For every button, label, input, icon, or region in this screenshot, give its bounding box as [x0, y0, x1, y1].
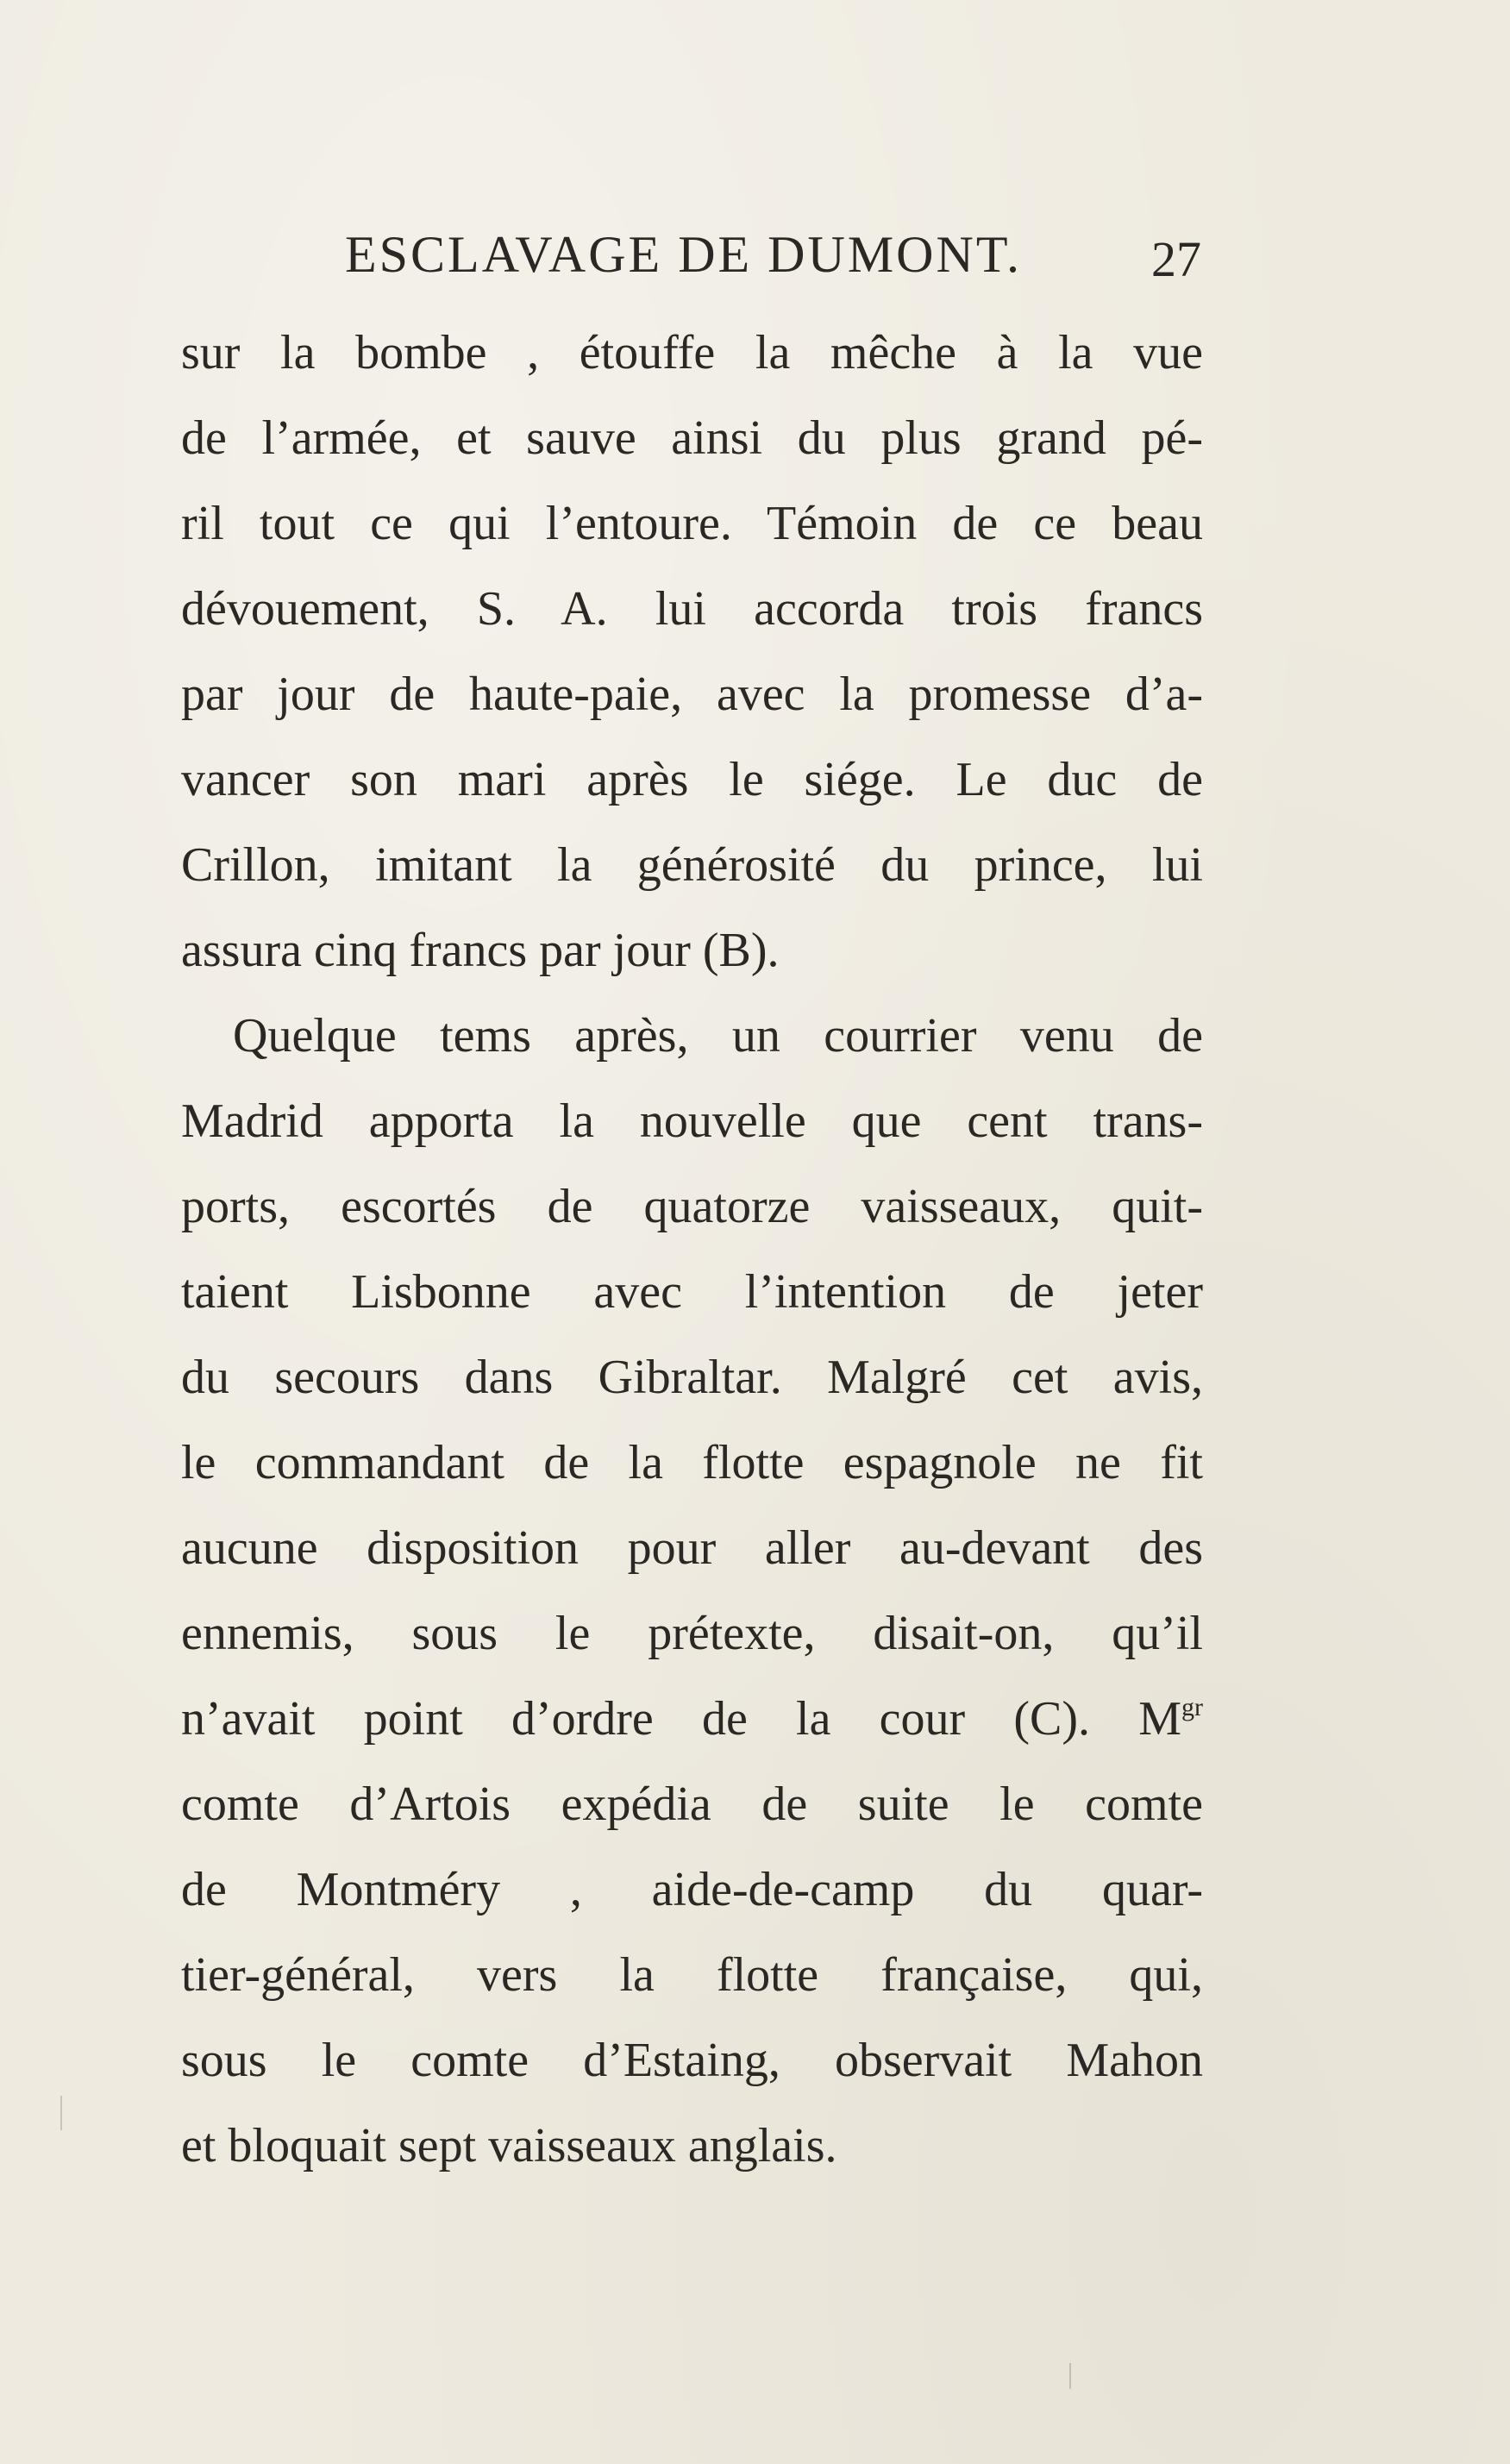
text-line: et bloquait sept vaisseaux anglais.: [181, 2119, 837, 2172]
text-line: du secours dans Gibraltar. Malgré cet avis,: [181, 1351, 1203, 1404]
text-line: par jour de haute-paie, avec la promesse d’a-: [181, 668, 1203, 721]
text-line: sous le comte d’Estaing, observait Mahon: [181, 2034, 1203, 2087]
text-line: taient Lisbonne avec l’intention de jeter: [181, 1265, 1203, 1319]
text-line: de l’armée, et sauve ainsi du plus grand pé-: [181, 411, 1203, 465]
superscript-abbreviation: gr: [1181, 1693, 1203, 1721]
text-line: ennemis, sous le prétexte, disait-on, qu’il: [181, 1607, 1203, 1660]
page-number: 27: [1151, 231, 1201, 287]
paragraph-start-line: Quelque tems après, un courrier venu de: [233, 1009, 1203, 1063]
text-line: assura cinq francs par jour (B).: [181, 924, 780, 977]
paper-speck: [60, 2096, 62, 2130]
paper-speck: [1069, 2363, 1071, 2389]
text-line: dévouement, S. A. lui accorda trois francs: [181, 582, 1203, 636]
text-line: vancer son mari après le siége. Le duc de: [181, 753, 1203, 806]
body-text: [181, 310, 1203, 2189]
text-line: Madrid apporta la nouvelle que cent trans-: [181, 1094, 1203, 1148]
text-line: ports, escortés de quatorze vaisseaux, quit-: [181, 1180, 1203, 1233]
text-line: de Montméry , aide-de-camp du quar-: [181, 1863, 1203, 1916]
text-line: aucune disposition pour aller au-devant des: [181, 1521, 1203, 1575]
text-line: ril tout ce qui l’entoure. Témoin de ce beau: [181, 497, 1203, 550]
text-line: sur la bombe , étouffe la mêche à la vue: [181, 326, 1203, 379]
line-text: n’avait point d’ordre de la cour (C). M: [181, 1692, 1181, 1746]
text-line: tier-général, vers la flotte française, qui,: [181, 1948, 1203, 2002]
running-header: [0, 220, 1510, 289]
running-title: ESCLAVAGE DE DUMONT.: [345, 226, 1023, 283]
text-line: Crillon, imitant la générosité du prince, lui: [181, 838, 1203, 892]
text-line: le commandant de la flotte espagnole ne fit: [181, 1436, 1203, 1489]
text-line: comte d’Artois expédia de suite le comte: [181, 1777, 1203, 1831]
text-line-with-superscript: [181, 1677, 1203, 1762]
